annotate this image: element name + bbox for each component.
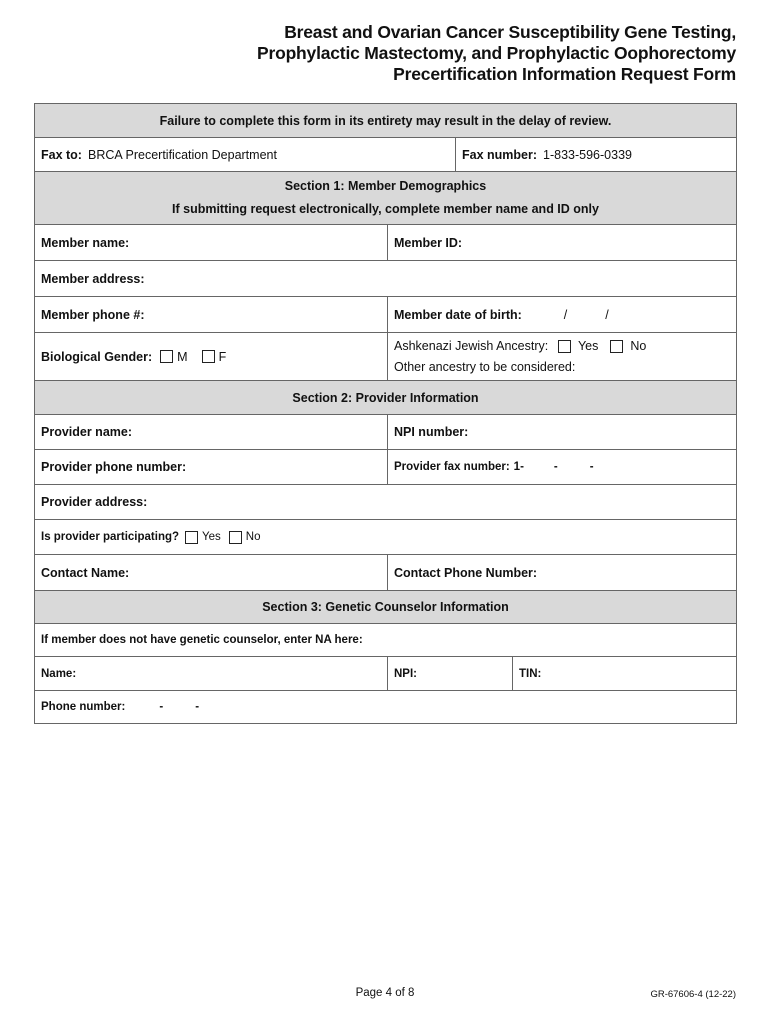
ashkenazi-no-label: No (630, 338, 647, 353)
section1-subtitle: If submitting request electronically, complete member name and ID only (172, 202, 599, 216)
provider-fax-dash-1: - (553, 461, 558, 473)
member-dob-field[interactable] (387, 297, 736, 332)
provider-fax-label: Provider fax number: (394, 461, 510, 473)
section3-title: Section 3: Genetic Counselor Information (262, 600, 509, 614)
na-note-label: If member does not have genetic counselor, enter NA here: (41, 634, 363, 646)
contact-row (35, 554, 736, 590)
member-phone-row (35, 296, 736, 332)
title-line-3: Precertification Information Request Form (393, 64, 736, 84)
provider-fax-field[interactable] (387, 450, 736, 484)
provider-fax-dash-2: - (589, 461, 594, 473)
counselor-phone-label: Phone number: (41, 701, 126, 713)
counselor-row (35, 656, 736, 690)
counselor-tin-field[interactable] (512, 657, 736, 690)
gender-label: Biological Gender: (41, 349, 153, 364)
section1-header (35, 171, 736, 224)
provider-name-row (35, 414, 736, 449)
counselor-phone-row (35, 690, 736, 723)
participating-no-label: No (245, 531, 261, 543)
title-line-2: Prophylactic Mastectomy, and Prophylactic Oophorectomy (257, 43, 736, 63)
other-ancestry-label: Other ancestry to be considered: (394, 359, 576, 374)
member-address-field[interactable] (35, 261, 736, 296)
section2-title: Section 2: Provider Information (292, 390, 479, 405)
section2-header (35, 380, 736, 414)
participating-row (35, 519, 736, 554)
gender-m-checkbox[interactable] (160, 350, 173, 363)
ashkenazi-no-checkbox[interactable] (610, 340, 623, 353)
fax-number-field[interactable] (455, 138, 736, 171)
member-name-label: Member name: (41, 235, 130, 250)
section1-header-cell (35, 172, 736, 224)
section3-header (35, 590, 736, 623)
fax-row (35, 137, 736, 171)
notice-text: Failure to complete this form in its entirety may result in the delay of review. (159, 113, 612, 128)
ancestry-field (387, 333, 736, 380)
counselor-tin-label: TIN: (519, 667, 542, 680)
title-line-1: Breast and Ovarian Cancer Susceptibility Gene Testing, (284, 22, 736, 42)
na-note-field[interactable] (35, 624, 736, 656)
na-note-row (35, 623, 736, 656)
member-name-row (35, 224, 736, 260)
provider-address-row (35, 484, 736, 519)
member-dob-label: Member date of birth: (394, 307, 522, 322)
fax-number-value: 1-833-596-0339 (543, 147, 632, 162)
fax-to-field[interactable] (35, 138, 455, 171)
provider-name-field[interactable] (35, 415, 387, 449)
provider-address-field[interactable] (35, 485, 736, 519)
gender-field (35, 333, 387, 380)
fax-to-value: BRCA Precertification Department (87, 147, 277, 162)
provider-name-label: Provider name: (41, 425, 133, 439)
counselor-phone-field[interactable] (35, 691, 736, 723)
notice-row (35, 104, 736, 137)
member-address-label: Member address: (41, 271, 145, 286)
request-form (34, 103, 737, 724)
participating-no-checkbox[interactable] (229, 531, 242, 544)
npi-number-field[interactable] (387, 415, 736, 449)
gender-f-checkbox[interactable] (202, 350, 215, 363)
form-code: GR-67606-4 (12-22) (650, 989, 736, 1000)
ashkenazi-yes-label: Yes (577, 338, 599, 353)
ashkenazi-label: Ashkenazi Jewish Ancestry: (394, 338, 549, 353)
other-ancestry-field[interactable] (394, 357, 575, 378)
participating-field (35, 520, 736, 554)
provider-phone-label: Provider phone number: (41, 460, 187, 474)
ashkenazi-yes-checkbox[interactable] (558, 340, 571, 353)
gender-ancestry-row (35, 332, 736, 380)
member-phone-label: Member phone #: (41, 307, 145, 322)
section1-title: Section 1: Member Demographics (284, 179, 487, 193)
npi-number-label: NPI number: (394, 425, 469, 439)
contact-phone-label: Contact Phone Number: (394, 565, 538, 580)
contact-name-label: Contact Name: (41, 565, 130, 580)
counselor-npi-label: NPI: (394, 667, 417, 680)
provider-fax-prefix: 1- (513, 461, 524, 473)
ashkenazi-line (394, 336, 646, 357)
fax-to-label: Fax to: (41, 147, 82, 162)
member-id-field[interactable] (387, 225, 736, 260)
dob-separator-2: / (605, 307, 609, 322)
counselor-name-field[interactable] (35, 657, 387, 690)
participating-label: Is provider participating? (41, 531, 180, 543)
contact-phone-field[interactable] (387, 555, 736, 590)
member-phone-field[interactable] (35, 297, 387, 332)
member-id-label: Member ID: (394, 235, 463, 250)
participating-yes-label: Yes (202, 531, 221, 543)
member-address-row (35, 260, 736, 296)
gender-f-label: F (218, 349, 227, 364)
provider-address-label: Provider address: (41, 495, 148, 509)
form-title (116, 22, 736, 85)
counselor-name-label: Name: (41, 667, 77, 680)
gender-m-label: M (177, 349, 188, 364)
provider-phone-row (35, 449, 736, 484)
member-name-field[interactable] (35, 225, 387, 260)
provider-phone-field[interactable] (35, 450, 387, 484)
participating-yes-checkbox[interactable] (185, 531, 198, 544)
counselor-phone-dash-1: - (159, 701, 164, 713)
contact-name-field[interactable] (35, 555, 387, 590)
fax-number-label: Fax number: (462, 147, 538, 162)
counselor-phone-dash-2: - (195, 701, 200, 713)
counselor-npi-field[interactable] (387, 657, 512, 690)
page-number: Page 4 of 8 (355, 987, 415, 999)
dob-separator-1: / (563, 307, 568, 322)
